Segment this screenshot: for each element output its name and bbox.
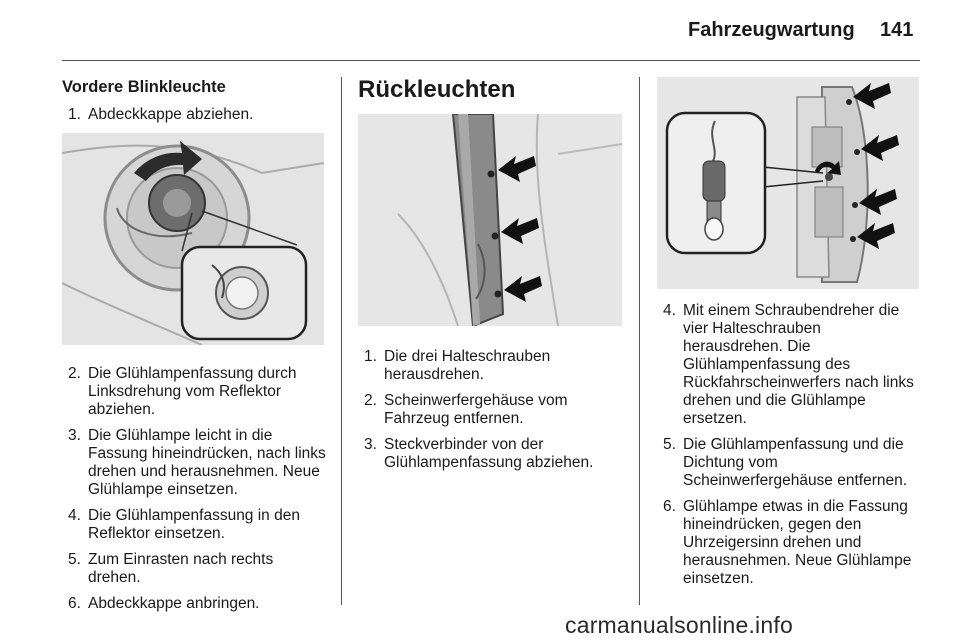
step-text: Die Glühlampenfassung durch Linksdrehung vom Reflektor abziehen. (88, 365, 297, 418)
watermark: carmanualsonline.info (565, 612, 793, 638)
column-divider-left (341, 77, 342, 605)
reversing-lamp-steps (657, 302, 923, 588)
rear-lamp-screws-illustration (358, 114, 622, 326)
list-item (657, 436, 923, 490)
left-column (62, 78, 326, 613)
reversing-lamp-illustration (657, 77, 919, 289)
step-number: 3. (68, 427, 81, 444)
list-item (358, 436, 624, 472)
step-text: Glühlampe etwas in die Fassung hineindrücken, gegen den Uhrzeigersinn drehen und herausnehmen. Neue Glühlampe einsetzen. (683, 498, 912, 587)
step-number: 2. (68, 365, 81, 382)
list-item (657, 302, 923, 428)
step-number: 3. (364, 436, 377, 453)
step-number: 1. (364, 348, 377, 365)
step-number: 4. (663, 302, 676, 319)
step-number: 1. (68, 106, 81, 123)
list-item (62, 365, 326, 419)
list-item (62, 427, 326, 499)
section-heading-rear-lamps: Rückleuchten (358, 76, 516, 103)
step-number: 2. (364, 392, 377, 409)
right-column (657, 77, 923, 588)
step-number: 6. (68, 595, 81, 612)
header-divider (62, 60, 920, 61)
list-item (62, 106, 326, 124)
page-number: 141 (880, 19, 914, 41)
step-number: 5. (663, 436, 676, 453)
step-text: Die Glühlampe leicht in die Fassung hineindrücken, nach links drehen und herausnehmen. Neue Glühlampe einsetzen. (88, 427, 326, 498)
step-number: 4. (68, 507, 81, 524)
step-number: 6. (663, 498, 676, 515)
step-text: Scheinwerfergehäuse vom Fahrzeug entfernen. (384, 392, 568, 427)
front-indicator-figure (62, 133, 324, 345)
section-heading-front-indicator: Vordere Blinkleuchte (62, 78, 226, 96)
list-item (358, 348, 624, 384)
step-text: Die Glühlampenfassung in den Reflektor einsetzen. (88, 507, 300, 542)
headlamp-bulb-illustration (62, 133, 324, 345)
column-divider-right (639, 77, 640, 605)
step-text: Die drei Halteschrauben herausdrehen. (384, 348, 551, 383)
step-text: Zum Einrasten nach rechts drehen. (88, 551, 274, 586)
step-text: Abdeckkappe anbringen. (88, 595, 260, 612)
middle-column (358, 76, 624, 472)
list-item (62, 595, 326, 613)
step-text: Steckverbinder von der Glühlampenfassung abziehen. (384, 436, 594, 471)
list-item (62, 551, 326, 587)
step-text: Abdeckkappe abziehen. (88, 106, 254, 123)
list-item (358, 392, 624, 428)
list-item (657, 498, 923, 588)
page-header-title: Fahrzeugwartung (688, 19, 855, 41)
step-text: Die Glühlampenfassung und die Dichtung vom Scheinwerfergehäuse entfernen. (683, 436, 908, 489)
step-text: Mit einem Schraubendreher die vier Halteschrauben herausdrehen. Die Glühlampenfassung des Rückfahrscheinwerfers nach links drehen und die Glühlampe ersetzen. (683, 302, 914, 427)
reversing-lamp-figure (657, 77, 919, 289)
front-indicator-step-1-list (62, 106, 326, 124)
list-item (62, 507, 326, 543)
rear-lamp-figure (358, 114, 622, 326)
step-number: 5. (68, 551, 81, 568)
front-indicator-steps (62, 365, 326, 613)
rear-lamp-steps (358, 348, 624, 472)
